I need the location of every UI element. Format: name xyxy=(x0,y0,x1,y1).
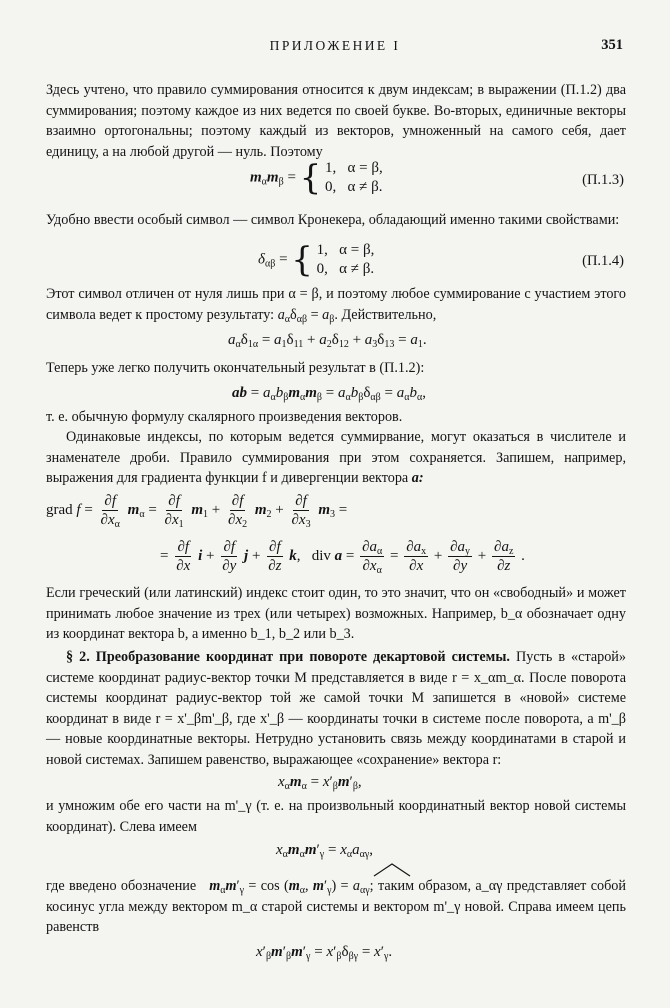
equation-right-side: $x'_\beta m'_\beta m'_\gamma = x'_\beta\delta_{\beta\gamma} = x'_\gamma$. xyxy=(256,944,393,962)
equation-divergence: = $\frac{\partial f}{\partial x}$ i + $\frac{\partial f}{\partial y}$ j + $\frac{\partial f}{\partial z}$ k, div a = $\frac{\partial a_\alpha}{\partial x_\alpha}$ = $\frac{\partial a_x}{\partial x}$ + $\frac{\partial a_y}{\partial y}$ + $\frac{\partial a_z}{\partial z}$ . xyxy=(160,539,525,576)
paragraph-1: Здесь учтено, что правило суммирования относится к двум индексам; в выражении (П.1.2) два суммирования; поэтому каждое из них ведется по своей букве. Во-вторых, единичные векторы взаимно ортогональны; поэтому каждый из векторов, умноженный на самого себя, дает единицу, а на любой другой — нуль. Поэтому xyxy=(46,82,626,160)
equation-p13: $m_\alpha m_\beta$ = { 1, α = β, 0, α ≠ β. xyxy=(250,158,383,198)
paragraph-9: где введено обозначение $m_\alpha m'_\gamma = \cos (m_\alpha$, $m'_\gamma) = a_{\alpha\gamma}$; таким образом, a_αγ представляет собой косинус угла между вектором m_α старой системы и вектором m'_γ новой. Справа имеем цепь равенств xyxy=(46,878,626,935)
paragraph-5: т. е. обычную формулу скалярного произведения векторов. xyxy=(46,409,403,425)
equation-label-p14: (П.1.4) xyxy=(582,253,624,269)
equation-gradient: grad f = $\frac{\partial f}{\partial x_\alpha}$ $m_\alpha$ = $\frac{\partial f}{\partial x_1}$ $m_1$ + $\frac{\partial f}{\partial x_2}$ $m_2$ + $\frac{\partial f}{\partial x_3}$ $m_3$ = xyxy=(46,493,348,530)
paragraph-3: Этот символ отличен от нуля лишь при α = β, и поэтому любое суммирование с участием этого символа ведет к простому результату: $a_\alpha\delta_{\alpha\beta} = a_\beta$. Действительно, xyxy=(46,286,626,325)
section-heading: § 2. Преобразование координат при повороте декартовой системы. xyxy=(66,649,510,665)
equation-vector-conservation: $x_\alpha m_\alpha = x'_\beta m'_\beta$, xyxy=(278,774,362,792)
equation-left-side: $x_\alpha m_\alpha m'_\gamma = x_\alpha a_{\alpha\gamma}$, xyxy=(276,842,374,860)
paragraph-8: и умножим обе его части на m'_γ (т. е. на произвольный координатный вектор новой системы координат). Слева имеем xyxy=(46,798,626,835)
paragraph-4: Теперь уже легко получить окончательный результат в (П.1.2): xyxy=(46,360,425,376)
section-2: § 2. Преобразование координат при повороте декартовой системы. Пусть в «старой» системе координат радиус-вектор точки M представляется в виде r = x_αm_α. После поворота системы координат радиус-вектор той же самой точки M запишется в «новой» системе координат в виде r = x'_βm'_β, где x'_β — координаты точки в системе после поворота, а m'_β — новые координатные векторы. Нетрудно установить связь между координатами в старой и новой системах. Запишем равенство, выражающее «сохранение» вектора r: xyxy=(46,649,626,768)
equation-p14: $\delta_{\alpha\beta}$ = { 1, α = β, 0, α ≠ β. xyxy=(258,240,375,280)
equation-kronecker-example: $a_\alpha\delta_{1\alpha} = a_1\delta_{11} + a_2\delta_{12} + a_3\delta_{13} = a_1$. xyxy=(228,332,427,350)
running-header: ПРИЛОЖЕНИЕ I xyxy=(269,38,401,53)
paragraph-7: Если греческий (или латинский) индекс стоит один, то это значит, что он «свободный» и может принимать любое значение из трех (или четырех) возможных. Например, b_α обозначает одну из координат вектора b, а именно b_1, b_2 или b_3. xyxy=(46,585,626,642)
paragraph-6: Одинаковые индексы, по которым ведется суммирвание, могут оказаться в числителе и знаменателе дроби. Правило суммирования при этом сохраняется. Запишем, например, выражения для градиента функции f и дивергенции вектора a: xyxy=(46,429,626,486)
page-number: 351 xyxy=(601,37,623,53)
equation-scalar-product: ab = $a_\alpha b_\beta m_\alpha m_\beta = a_\alpha b_\beta\delta_{\alpha\beta} = a_\alpha b_\alpha$, xyxy=(232,385,426,403)
paragraph-2: Удобно ввести особый символ — символ Кронекера, обладающий именно такими свойствами: xyxy=(46,212,620,228)
equation-label-p13: (П.1.3) xyxy=(582,172,624,188)
